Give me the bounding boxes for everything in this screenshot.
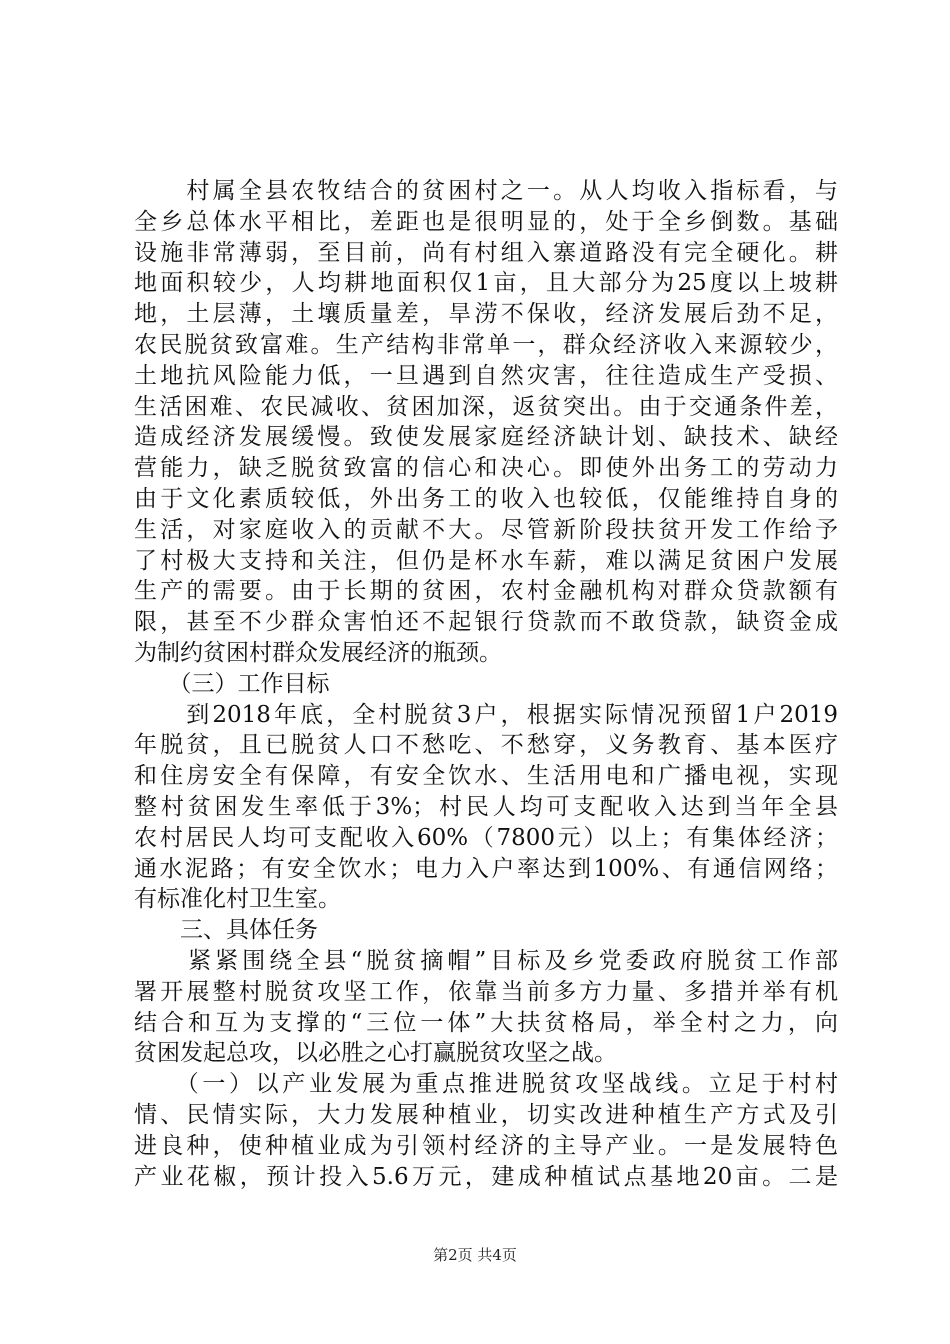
text-line: 结合和互为支撑的“三位一体”大扶贫格局，举全村之力，向 <box>134 1009 838 1036</box>
text-line: 农村居民人均可支配收入60%（7800元）以上；有集体经济； <box>134 824 838 851</box>
text-line: 为制约贫困村群众发展经济的瓶颈。 <box>134 639 502 666</box>
text-line: 了村极大支持和关注，但仍是杯水车薪，难以满足贫困户发展 <box>134 547 838 574</box>
text-line: 限，甚至不少群众害怕还不起银行贷款而不敢贷款，缺资金成 <box>134 609 838 636</box>
text-line: 生活，对家庭收入的贡献不大。尽管新阶段扶贫开发工作给予 <box>134 516 838 543</box>
text-line: 到2018年底，全村脱贫3户，根据实际情况预留1户2019 <box>134 701 838 728</box>
text-line: 地面积较少，人均耕地面积仅1亩，且大部分为25度以上坡耕 <box>134 270 838 297</box>
text-line: 造成经济发展缓慢。致使发展家庭经济缺计划、缺技术、缺经 <box>134 424 838 451</box>
text-line: 整村贫困发生率低于3%；村民人均可支配收入达到当年全县 <box>134 793 838 820</box>
body-text <box>134 176 838 1192</box>
text-line: 贫困发起总攻，以必胜之心打赢脱贫攻坚之战。 <box>134 1040 617 1067</box>
text-line: 营能力，缺乏脱贫致富的信心和决心。即使外出务工的劳动力 <box>134 455 838 482</box>
text-line: 村属全县农牧结合的贫困村之一。从人均收入指标看，与 <box>134 178 838 204</box>
text-line: 设施非常薄弱，至目前，尚有村组入寨道路没有完全硬化。耕 <box>134 239 838 266</box>
text-line: 生产的需要。由于长期的贫困，农村金融机构对群众贷款额有 <box>134 578 838 605</box>
text-line: 进良种，使种植业成为引领村经济的主导产业。一是发展特色 <box>134 1132 838 1159</box>
section-heading: （三）工作目标 <box>134 670 330 697</box>
text-line: 由于文化素质较低，外出务工的收入也较低，仅能维持自身的 <box>134 485 838 512</box>
text-line: 产业花椒，预计投入5.6万元，建成种植试点基地20亩。二是 <box>134 1163 838 1190</box>
text-line: 署开展整村脱贫攻坚工作，依靠当前多方力量、多措并举有机 <box>134 978 838 1005</box>
text-line: 通水泥路；有安全饮水；电力入户率达到100%、有通信网络； <box>134 855 838 882</box>
text-line: （一）以产业发展为重点推进脱贫攻坚战线。立足于村村 <box>134 1071 838 1098</box>
text-line: 全乡总体水平相比，差距也是很明显的，处于全乡倒数。基础 <box>134 208 838 235</box>
text-line: 情、民情实际，大力发展种植业，切实改进种植生产方式及引 <box>134 1101 838 1128</box>
text-line: 有标准化村卫生室。 <box>134 886 341 913</box>
text-line: 紧紧围绕全县“脱贫摘帽”目标及乡党委政府脱贫工作部 <box>134 947 838 974</box>
text-line: 和住房安全有保障，有安全饮水、生活用电和广播电视，实现 <box>134 763 838 790</box>
text-line: 土地抗风险能力低，一旦遇到自然灾害，往往造成生产受损、 <box>134 362 838 389</box>
text-line: 生活困难、农民减收、贫困加深，返贫突出。由于交通条件差， <box>134 393 838 420</box>
page-footer <box>0 1244 950 1265</box>
text-line: 农民脱贫致富难。生产结构非常单一，群众经济收入来源较少， <box>134 331 838 358</box>
text-line: 年脱贫，且已脱贫人口不愁吃、不愁穿，义务教育、基本医疗 <box>134 732 838 759</box>
page-number-label: 第2页 共4页 <box>433 1246 517 1264</box>
section-heading: 三、具体任务 <box>134 917 318 944</box>
text-line: 地，土层薄，土壤质量差，旱涝不保收，经济发展后劲不足， <box>134 301 838 328</box>
